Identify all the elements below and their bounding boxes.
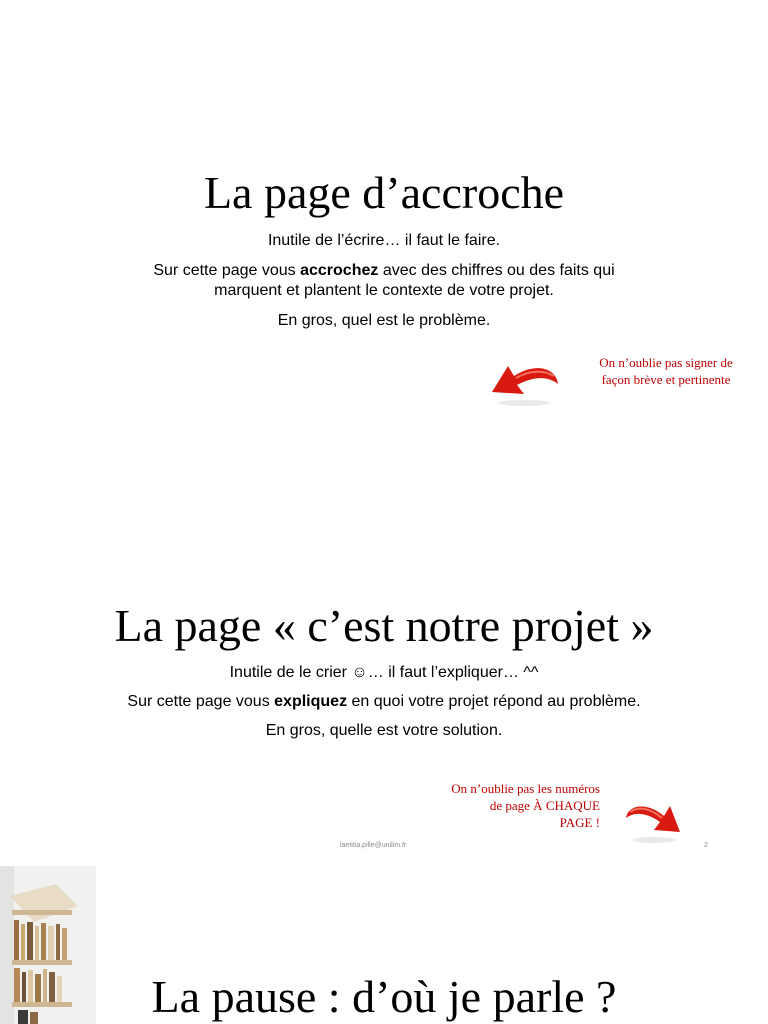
body-line-3: marquent et plantent le contexte de votre projet. bbox=[214, 282, 554, 299]
body-bold-text: expliquez bbox=[274, 693, 348, 710]
footer-email: laetitia.pille@unilim.fr bbox=[340, 842, 407, 849]
curved-arrow-right-icon bbox=[618, 796, 688, 848]
body-text: en quoi votre projet répond au problème. bbox=[347, 693, 641, 710]
body-line-4: En gros, quel est le problème. bbox=[277, 312, 491, 329]
page-number: 2 bbox=[704, 842, 708, 849]
body-line-2 bbox=[0, 692, 768, 712]
note-line: façon brève et pertinente bbox=[601, 372, 731, 387]
page-number-note bbox=[424, 780, 600, 831]
note-line: On n’oublie pas les numéros bbox=[451, 781, 600, 796]
body-line-1: Inutile de le crier ☺… il faut l’expliquer… ^^ bbox=[229, 664, 539, 681]
note-line: PAGE ! bbox=[559, 815, 600, 830]
slide-title: La page d’accroche bbox=[203, 167, 565, 218]
body-bold-text: accrochez bbox=[300, 262, 379, 279]
note-line: On n’oublie pas signer de bbox=[599, 355, 733, 370]
signature-note bbox=[586, 354, 746, 388]
body-line-1: Inutile de l’écrire… il faut le faire. bbox=[267, 232, 501, 249]
slide-title: La pause : d’où je parle ? bbox=[151, 971, 617, 1022]
note-line: de page À CHAQUE bbox=[489, 798, 600, 813]
body-line-2 bbox=[0, 261, 768, 281]
body-line-3: En gros, quelle est votre solution. bbox=[265, 722, 503, 739]
body-text: Sur cette page vous bbox=[127, 693, 275, 710]
body-text: Sur cette page vous bbox=[153, 262, 301, 279]
slide-title: La page « c’est notre projet » bbox=[114, 600, 654, 651]
curved-arrow-left-icon bbox=[484, 356, 568, 412]
body-text: avec des chiffres ou des faits qui bbox=[378, 262, 615, 279]
